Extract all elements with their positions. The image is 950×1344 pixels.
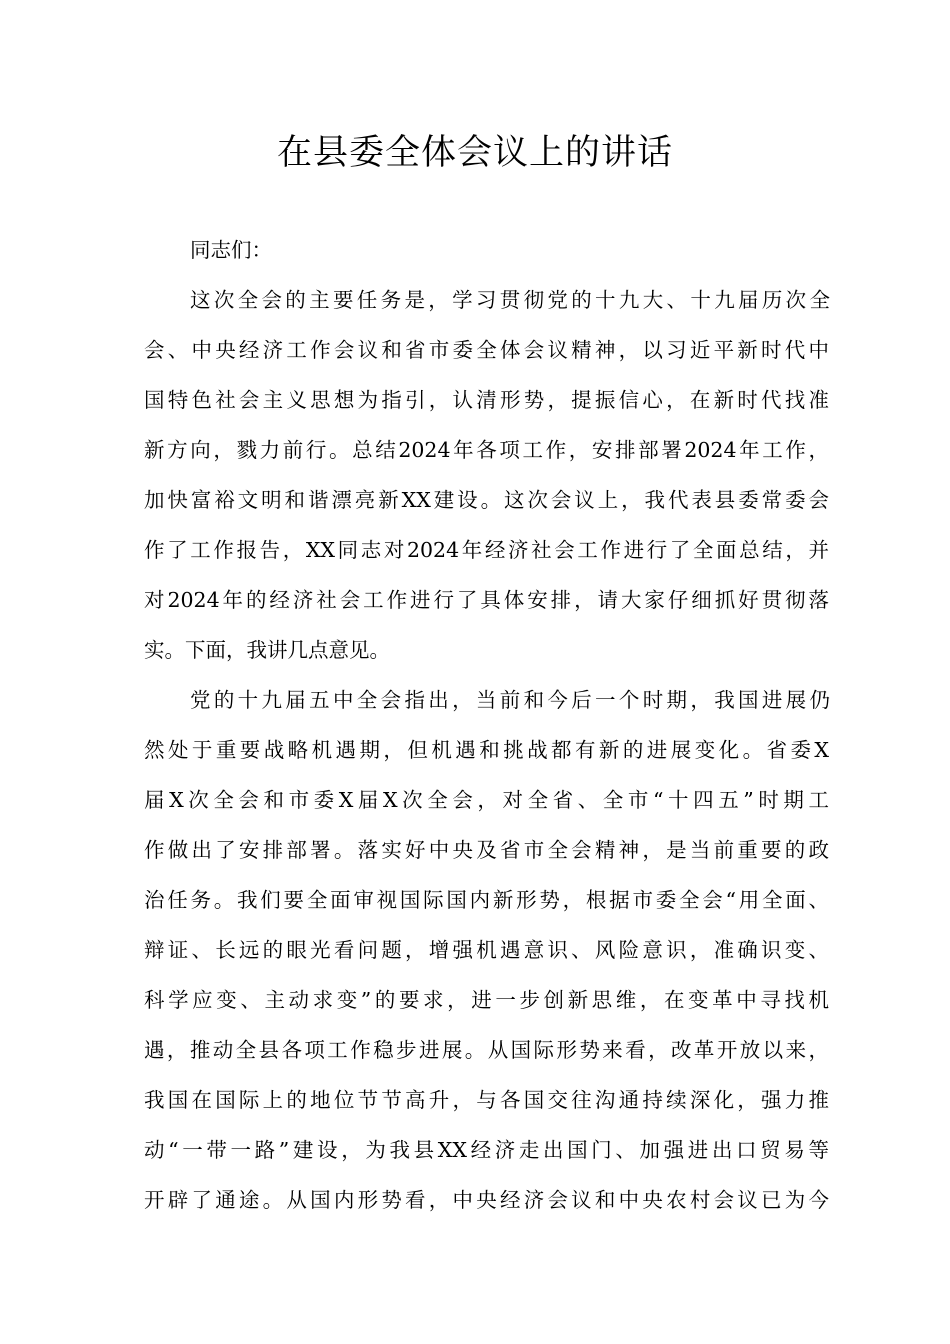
- paragraph-line: 党的十九届五中全会指出，当前和今后一个时期，我国进展仍: [190, 688, 830, 712]
- paragraph-line: 然处于重要战略机遇期，但机遇和挑战都有新的进展变化。省委X: [144, 738, 829, 762]
- paragraph-line: 对2024年的经济社会工作进行了具体安排，请大家仔细抓好贯彻落: [144, 588, 829, 612]
- document-title: 在县委全体会议上的讲话: [276, 133, 673, 173]
- paragraph-line: 遇，推动全县各项工作稳步进展。从国际形势来看，改革开放以来，: [144, 1038, 829, 1062]
- paragraph-line: 辩证、长远的眼光看问题，增强机遇意识、风险意识，准确识变、: [144, 938, 829, 962]
- paragraph-line: 我国在国际上的地位节节高升，与各国交往沟通持续深化，强力推: [144, 1088, 829, 1112]
- paragraph-line: 开辟了通途。从国内形势看，中央经济会议和中央农村会议已为今: [144, 1188, 829, 1212]
- paragraph-line: 会、中央经济工作会议和省市委全体会议精神，以习近平新时代中: [144, 338, 829, 362]
- paragraph-line: 科学应变、主动求变”的要求，进一步创新思维，在变革中寻找机: [144, 988, 829, 1012]
- paragraph-line: 动“一带一路”建设，为我县XX经济走出国门、加强进出口贸易等: [144, 1138, 829, 1162]
- paragraph-line: 作做出了安排部署。落实好中央及省市全会精神，是当前重要的政: [144, 838, 829, 862]
- salutation: 同志们：: [190, 238, 272, 262]
- paragraph-line: 国特色社会主义思想为指引，认清形势，提振信心，在新时代找准: [144, 388, 829, 412]
- paragraph-line: 这次全会的主要任务是，学习贯彻党的十九大、十九届历次全: [190, 288, 830, 312]
- paragraph-line: 作了工作报告，XX同志对2024年经济社会工作进行了全面总结，并: [144, 538, 829, 562]
- paragraph-line: 实。下面，我讲几点意见。: [144, 638, 390, 662]
- paragraph-line: 届X次全会和市委X届X次全会，对全省、全市“十四五”时期工: [144, 788, 829, 812]
- paragraph-line: 新方向，戮力前行。总结2024年各项工作，安排部署2024年工作，: [144, 438, 829, 462]
- paragraph-line: 治任务。我们要全面审视国际国内新形势，根据市委全会“用全面、: [144, 888, 829, 912]
- paragraph-line: 加快富裕文明和谐漂亮新XX建设。这次会议上，我代表县委常委会: [144, 488, 829, 512]
